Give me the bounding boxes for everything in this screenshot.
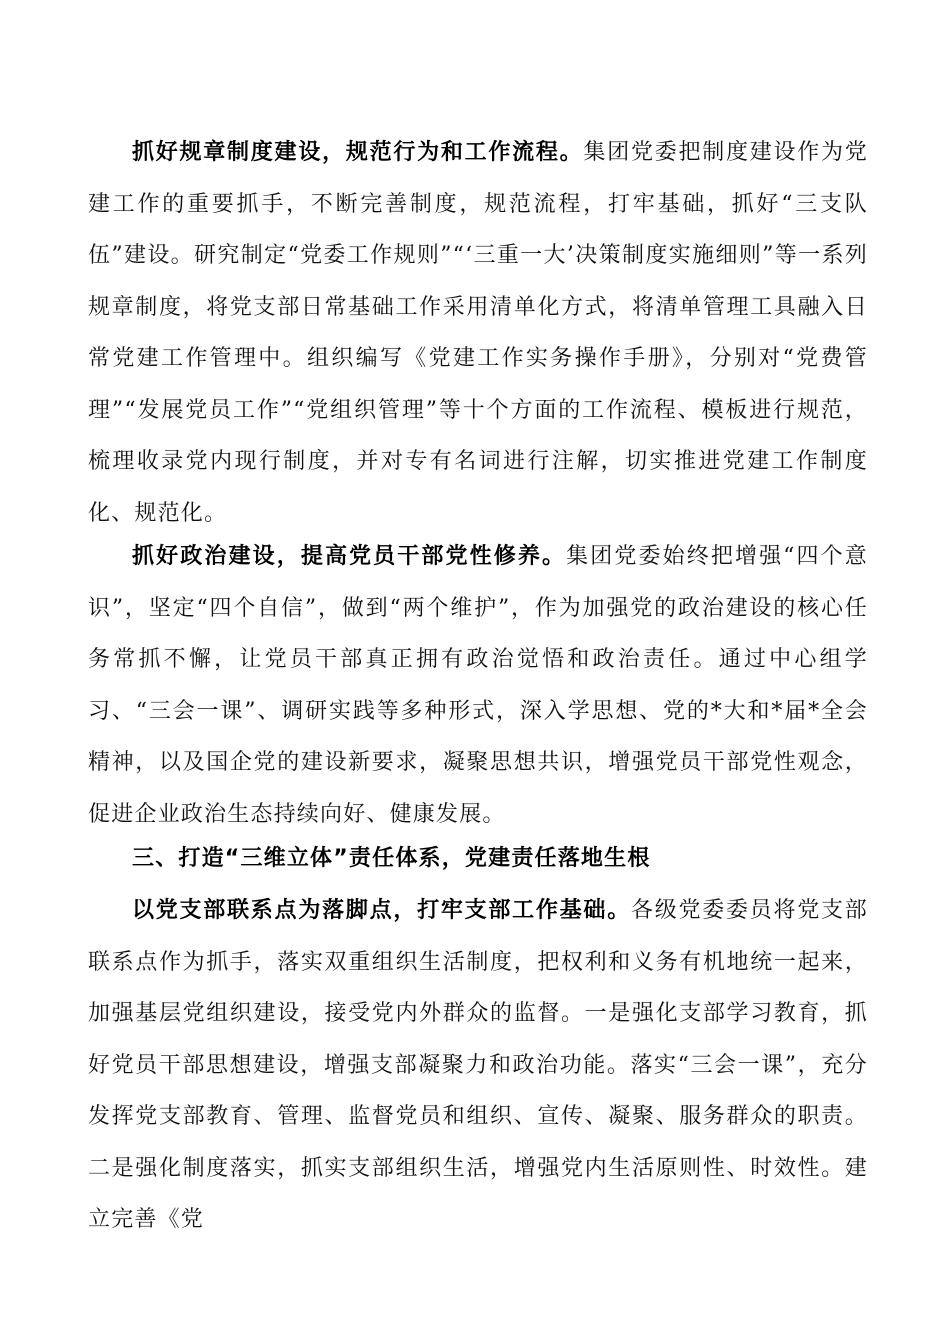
paragraph-political-building	[88, 531, 868, 840]
paragraph-branch-contact-point	[88, 885, 868, 1246]
paragraph-lead: 抓好规章制度建设，规范行为和工作流程。	[132, 140, 584, 165]
paragraph-body: 集团党委始终把增强“四个意识”，坚定“四个自信”，做到“两个维护”，作为加强党的政治建设的核心任务常抓不懈，让党员干部真正拥有政治觉悟和政治责任。通过中心组学习、“三会一课”、调研实践等多种形式，深入学思想、党的*大和*届*全会精神，以及国企党的建设新要求，凝聚思想共识，增强党员干部党性观念，促进企业政治生态持续向好、健康发展。	[88, 544, 868, 827]
paragraph-lead: 抓好政治建设，提高党员干部党性修养。	[132, 544, 567, 569]
paragraph-body: 集团党委把制度建设作为党建工作的重要抓手，不断完善制度，规范流程，打牢基础，抓好“三支队伍”建设。研究制定“党委工作规则”“‘三重一大’决策制度实施细则”等一系列规章制度，将党支部日常基础工作采用清单化方式，将清单管理工具融入日常党建工作管理中。组织编写《党建工作实务操作手册》，分别对“党费管理”“发展党员工作”“党组织管理”等十个方面的工作流程、模板进行规范，梳理收录党内现行制度，并对专有名词进行注解，切实推进党建工作制度化、规范化。	[88, 140, 868, 526]
paragraph-rules-system	[88, 127, 868, 539]
section-heading	[88, 833, 868, 885]
paragraph-lead: 以党支部联系点为落脚点，打牢支部工作基础。	[132, 898, 631, 923]
paragraph-body: 各级党委委员将党支部联系点作为抓手，落实双重组织生活制度，把权利和义务有机地统一起来，加强基层党组织建设，接受党内外群众的监督。一是强化支部学习教育，抓好党员干部思想建设，增强支部凝聚力和政治功能。落实“三会一课”，充分发挥党支部教育、管理、监督党员和组织、宣传、凝聚、服务群众的职责。二是强化制度落实，抓实支部组织生活，增强党内生活原则性、时效性。建立完善《党	[88, 898, 868, 1232]
section-heading-text: 三、打造“三维立体”责任体系，党建责任落地生根	[132, 846, 651, 871]
